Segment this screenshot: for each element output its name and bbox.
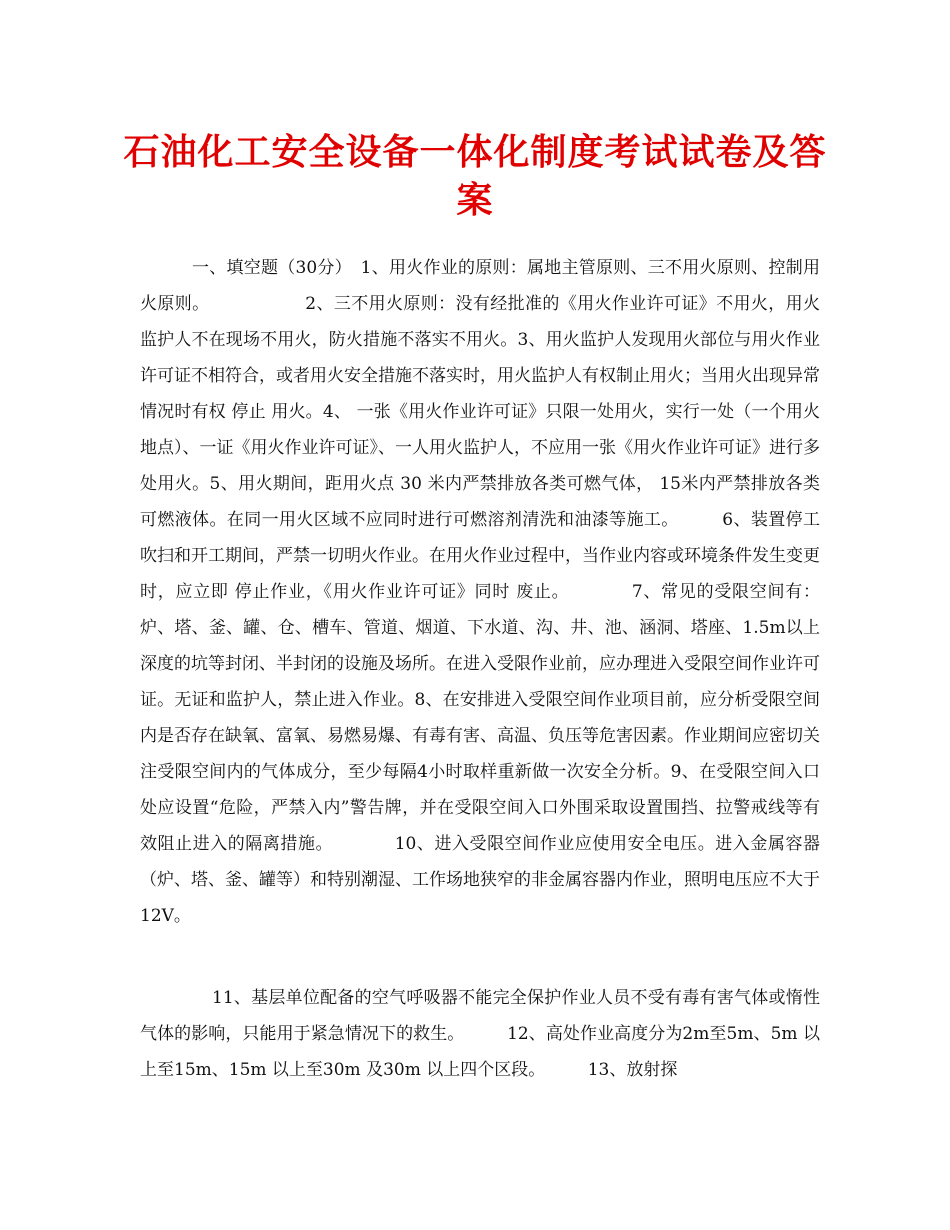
body-paragraph-1: 一、填空题（30分） 1、用火作业的原则：属地主管原则、三不用火原则、控制用火原则。 2、三不用火原则：没有经批准的《用火作业许可证》不用火，用火监护人不在现场不用火，防火措施不落实不用火。3、用火监护人发现用火部位与用火作业许可证不相符合，或者用火安全措施不落实时，用火监护人有权制止用火；当用火出现异常情况时有权 停止 用火。4、 一张《用火作业许可证》只限一处用火，实行一处（一个用火地点）、一证《用火作业许可证》、一人用火监护人，不应用一张《用火作业许可证》进行多处用火。5、用火期间，距用火点 30 米内严禁排放各类可燃气体， 15米内严禁排放各类可燃液体。在同一用火区域不应同时进行可燃溶剂清洗和油漆等施工。 6、装置停工吹扫和开工期间，严禁一切明火作业。在用火作业过程中，当作业内容或环境条件发生变更时，应立即 停止作业，《用火作业许可证》同时 废止。 7、常见的受限空间有：炉、塔、釜、罐、仓、槽车、管道、烟道、下水道、沟、井、池、涵洞、塔座、1.5m以上深度的坑等封闭、半封闭的设施及场所。在进入受限作业前，应办理进入受限空间作业许可证。无证和监护人，禁止进入作业。8、在安排进入受限空间作业项目前，应分析受限空间内是否存在缺氧、富氧、易燃易爆、有毒有害、高温、负压等危害因素。作业期间应密切关注受限空间内的气体成分，至少每隔4小时取样重新做一次安全分析。9、在受限空间入口处应设置“危险，严禁入内”警告牌，并在受限空间入口外围采取设置围挡、拉警戒线等有效阻止进入的隔离措施。 10、进入受限空间作业应使用安全电压。进入金属容器（炉、塔、釜、罐等）和特别潮湿、工作场地狭窄的非金属容器内作业，照明电压应不大于12V。 (140, 258, 820, 926)
document-title: 石油化工安全设备一体化制度考试试卷及答案 (123, 131, 827, 221)
body-paragraph-2: 11、基层单位配备的空气呼吸器不能完全保护作业人员不受有毒有害气体或惰性气体的影响，只能用于紧急情况下的救生。 12、高处作业高度分为2m至5m、5m 以上至15m、15m 以上至30m 及30m 以上四个区段。 13、放射探 (140, 988, 820, 1080)
